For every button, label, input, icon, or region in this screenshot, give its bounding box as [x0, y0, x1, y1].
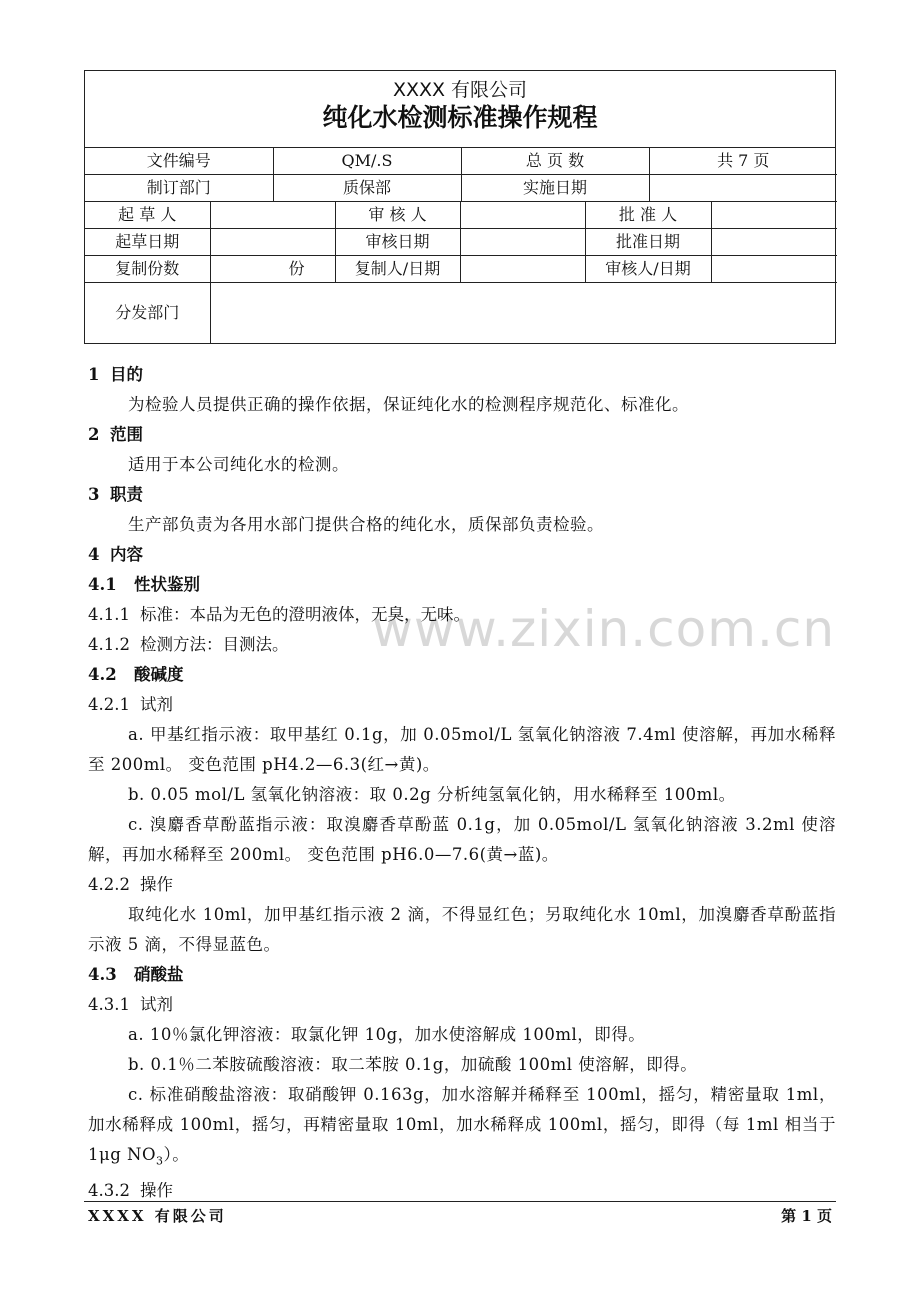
header-title-cell [85, 71, 835, 148]
cell-value: 共 7 页 [649, 148, 837, 175]
header-table [84, 70, 836, 344]
paragraph-text: ）。 [163, 1145, 190, 1164]
cell-label: 分发部门 [85, 283, 210, 344]
section-number: 4.3.1 [88, 995, 130, 1014]
paragraph-text: c. 标准硝酸盐溶液：取硝酸钾 0.163g，加水溶解并稀释至 100ml，摇匀，精密量取 1ml，加水稀释成 100ml，摇匀，再精密量取 10ml，加水稀释成 100ml，摇匀，即得（每 1ml 相当于 1μg NO [88, 1085, 836, 1164]
paragraph: a. 10％氯化钾溶液：取氯化钾 10g，加水使溶解成 100ml，即得。 [128, 1025, 646, 1044]
clause-text: 操作 [140, 875, 173, 894]
cell-value [460, 256, 585, 283]
cell-label: 制订部门 [85, 175, 273, 202]
section-title: 内容 [110, 545, 143, 564]
clause [88, 990, 836, 1020]
section-number: 4.1.2 [88, 635, 130, 654]
table-row [85, 175, 837, 202]
header-grid-bottom [85, 202, 837, 343]
cell-label: 批 准 人 [585, 202, 711, 229]
cell-label: 总 页 数 [461, 148, 649, 175]
clause-text: 试剂 [140, 695, 173, 714]
cell-label: 文件编号 [85, 148, 273, 175]
paragraph: b. 0.1％二苯胺硫酸溶液：取二苯胺 0.1g，加硫酸 100ml 使溶解，即得。 [128, 1055, 698, 1074]
table-row [85, 283, 837, 344]
watermark: www.zixin.com.cn [372, 600, 836, 658]
cell-label: 审核日期 [335, 229, 460, 256]
section-title: 目的 [110, 365, 143, 384]
cell-value [711, 202, 837, 229]
section-title: 职责 [110, 485, 143, 504]
cell-value [460, 202, 585, 229]
paragraph: 为检验人员提供正确的操作依据，保证纯化水的检测程序规范化、标准化。 [128, 395, 689, 414]
paragraph: b. 0.05 mol/L 氢氧化钠溶液：取 0.2g 分析纯氢氧化钠，用水稀释至 100ml。 [128, 785, 736, 804]
section-heading [88, 480, 836, 510]
section-number: 1 [88, 365, 100, 384]
section-heading [88, 360, 836, 390]
clause [88, 630, 836, 660]
footer-page-number: 第 1 页 [781, 1207, 832, 1225]
document-body [88, 360, 836, 1206]
section-number: 4.2.2 [88, 875, 130, 894]
cell-label: 批准日期 [585, 229, 711, 256]
section-title: 性状鉴别 [134, 575, 200, 594]
section-number: 3 [88, 485, 100, 504]
cell-value [711, 256, 837, 283]
paragraph: 取纯化水 10ml，加甲基红指示液 2 滴，不得显红色；另取纯化水 10ml，加溴麝香草酚蓝指示液 5 滴，不得显蓝色。 [88, 905, 836, 954]
section-number: 4.2.1 [88, 695, 130, 714]
section-title: 酸碱度 [134, 665, 184, 684]
section-number: 4.2 [88, 665, 117, 684]
cell-label: 起 草 人 [85, 202, 210, 229]
subsection-heading [88, 660, 836, 690]
cell-value [210, 202, 335, 229]
section-number: 4.1 [88, 575, 117, 594]
footer-divider [84, 1201, 836, 1202]
cell-label: 复制人/日期 [335, 256, 460, 283]
section-number: 2 [88, 425, 100, 444]
section-number: 4 [88, 545, 100, 564]
company-name: XXXX 有限公司 [392, 79, 528, 101]
clause-text: 操作 [140, 1181, 173, 1201]
section-number: 4.3 [88, 965, 117, 984]
cell-value [460, 229, 585, 256]
paragraph: c. 溴麝香草酚蓝指示液：取溴麝香草酚蓝 0.1g，加 0.05mol/L 氢氧化钠溶液 3.2ml 使溶解，再加水稀释至 200ml。 变色范围 pH6.0—7.6(黄→蓝)。 [88, 815, 836, 864]
document-title: 纯化水检测标准操作规程 [322, 103, 598, 132]
table-row [85, 202, 837, 229]
section-number: 4.3.2 [88, 1181, 130, 1201]
cell-value: 质保部 [273, 175, 461, 202]
footer-company: XXXX 有限公司 [88, 1207, 227, 1225]
clause [88, 690, 836, 720]
clause [88, 870, 836, 900]
cell-value: 份 [210, 256, 335, 283]
paragraph: 适用于本公司纯化水的检测。 [128, 455, 349, 474]
clause-text: 标准：本品为无色的澄明液体，无臭，无味。 [140, 605, 470, 624]
header-grid-top [85, 148, 837, 202]
clause [88, 600, 836, 630]
table-row [85, 256, 837, 283]
clause-text: 试剂 [140, 995, 173, 1014]
cell-label: 实施日期 [461, 175, 649, 202]
table-row [85, 229, 837, 256]
paragraph: a. 甲基红指示液：取甲基红 0.1g，加 0.05mol/L 氢氧化钠溶液 7.4ml 使溶解，再加水稀释至 200ml。 变色范围 pH4.2—6.3(红→黄)。 [88, 725, 836, 774]
section-title: 硝酸盐 [134, 965, 184, 984]
cell-label: 复制份数 [85, 256, 210, 283]
table-row [85, 148, 837, 175]
cell-value [210, 229, 335, 256]
cell-value [649, 175, 837, 202]
cell-value [210, 283, 837, 344]
subsection-heading [88, 960, 836, 990]
cell-label: 审核人/日期 [585, 256, 711, 283]
cell-value: QM/.S [273, 148, 461, 175]
subscript: 3 [156, 1154, 164, 1168]
clause-text: 检测方法：目测法。 [140, 635, 289, 654]
paragraph [88, 1080, 836, 1176]
paragraph: 生产部负责为各用水部门提供合格的纯化水，质保部负责检验。 [128, 515, 604, 534]
cell-label: 起草日期 [85, 229, 210, 256]
cell-value [711, 229, 837, 256]
cell-label: 审 核 人 [335, 202, 460, 229]
section-heading [88, 540, 836, 570]
section-number: 4.1.1 [88, 605, 130, 624]
section-title: 范围 [110, 425, 143, 444]
section-heading [88, 420, 836, 450]
subsection-heading [88, 570, 836, 600]
